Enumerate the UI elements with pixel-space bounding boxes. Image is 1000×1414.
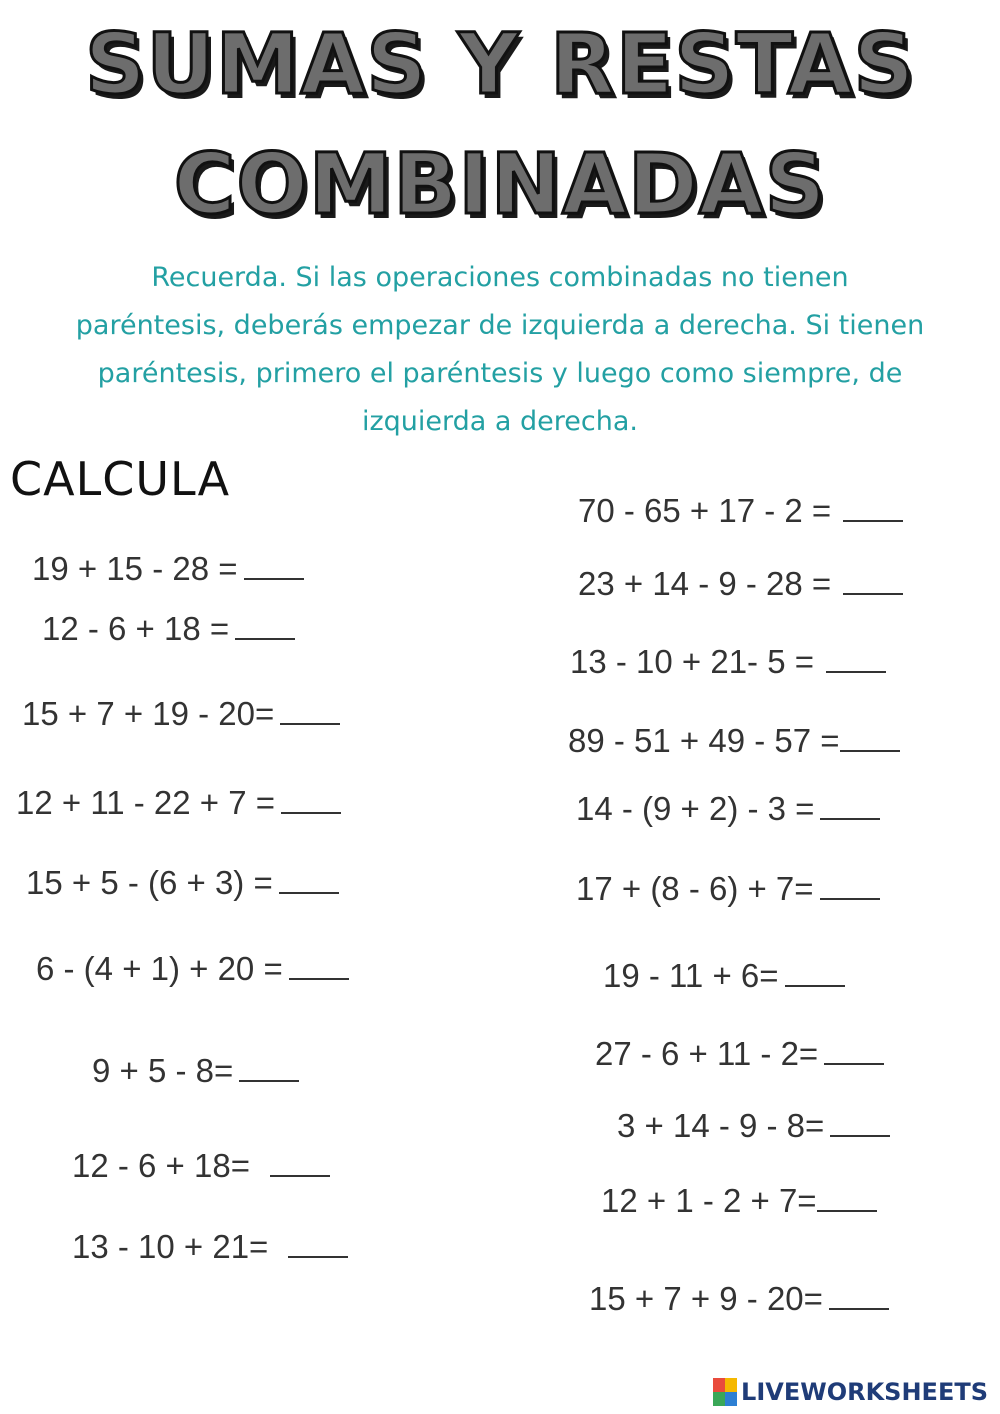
exercise-left-3 bbox=[22, 693, 340, 733]
exercise-left-6 bbox=[36, 948, 349, 988]
exercise-right-11 bbox=[589, 1278, 889, 1318]
exercise-text: 3 + 14 - 9 - 8= bbox=[617, 1107, 825, 1144]
answer-blank[interactable] bbox=[288, 1226, 348, 1258]
answer-blank[interactable] bbox=[270, 1145, 330, 1177]
exercise-text: 15 + 5 - (6 + 3) = bbox=[26, 864, 273, 901]
exercise-text: 19 + 15 - 28 = bbox=[32, 550, 238, 587]
worksheet-title-line-2: COMBINADAS bbox=[173, 135, 827, 233]
exercise-text: 12 + 1 - 2 + 7= bbox=[601, 1182, 817, 1219]
exercise-right-2 bbox=[578, 563, 903, 603]
liveworksheets-logo-icon bbox=[713, 1378, 737, 1406]
exercise-right-10 bbox=[601, 1180, 877, 1220]
exercise-right-1 bbox=[578, 490, 903, 530]
exercise-right-6 bbox=[576, 868, 880, 908]
exercise-left-7 bbox=[92, 1050, 299, 1090]
answer-blank[interactable] bbox=[244, 548, 304, 580]
exercise-text: 12 + 11 - 22 + 7 = bbox=[16, 784, 276, 821]
logo-square-yellow bbox=[725, 1378, 737, 1392]
answer-blank[interactable] bbox=[826, 641, 886, 673]
exercise-left-2 bbox=[42, 608, 295, 648]
answer-blank[interactable] bbox=[235, 608, 295, 640]
answer-blank[interactable] bbox=[280, 693, 340, 725]
liveworksheets-footer[interactable] bbox=[713, 1378, 988, 1406]
exercise-text: 14 - (9 + 2) - 3 = bbox=[576, 790, 815, 827]
exercise-text: 13 - 10 + 21= bbox=[72, 1228, 269, 1265]
exercise-text: 13 - 10 + 21- 5 = bbox=[570, 643, 815, 680]
exercise-text: 17 + (8 - 6) + 7= bbox=[576, 870, 814, 907]
exercise-text: 23 + 14 - 9 - 28 = bbox=[578, 565, 832, 602]
exercise-left-1 bbox=[32, 548, 304, 588]
exercise-left-5 bbox=[26, 862, 339, 902]
logo-square-red bbox=[713, 1378, 725, 1392]
answer-blank[interactable] bbox=[830, 1105, 890, 1137]
exercise-text: 70 - 65 + 17 - 2 = bbox=[578, 492, 832, 529]
answer-blank[interactable] bbox=[785, 955, 845, 987]
worksheet-title-line-1: SUMAS Y RESTAS bbox=[85, 15, 915, 113]
instructions-line: paréntesis, primero el paréntesis y luego como siempre, de bbox=[97, 358, 903, 389]
section-label-calcula: CALCULA bbox=[10, 452, 231, 506]
exercise-right-4 bbox=[568, 720, 900, 760]
exercise-right-8 bbox=[595, 1033, 884, 1073]
exercise-text: 19 - 11 + 6= bbox=[603, 957, 779, 994]
logo-square-green bbox=[713, 1392, 725, 1406]
answer-blank[interactable] bbox=[820, 788, 880, 820]
answer-blank[interactable] bbox=[840, 720, 900, 752]
exercise-text: 12 - 6 + 18= bbox=[72, 1147, 250, 1184]
exercise-text: 89 - 51 + 49 - 57 = bbox=[568, 722, 840, 759]
answer-blank[interactable] bbox=[239, 1050, 299, 1082]
instructions-line: izquierda a derecha. bbox=[361, 406, 638, 437]
instructions-line: Recuerda. Si las operaciones combinadas no tienen bbox=[151, 262, 849, 293]
answer-blank[interactable] bbox=[281, 782, 341, 814]
answer-blank[interactable] bbox=[843, 490, 903, 522]
liveworksheets-brand-text: LIVEWORKSHEETS bbox=[741, 1378, 988, 1406]
exercise-right-7 bbox=[603, 955, 845, 995]
exercise-text: 15 + 7 + 19 - 20= bbox=[22, 695, 275, 732]
exercise-left-9 bbox=[72, 1226, 348, 1266]
answer-blank[interactable] bbox=[824, 1033, 884, 1065]
answer-blank[interactable] bbox=[279, 862, 339, 894]
exercise-right-9 bbox=[617, 1105, 890, 1145]
exercise-text: 27 - 6 + 11 - 2= bbox=[595, 1035, 819, 1072]
exercise-left-4 bbox=[16, 782, 341, 822]
exercise-right-3 bbox=[570, 641, 886, 681]
exercise-text: 15 + 7 + 9 - 20= bbox=[589, 1280, 823, 1317]
answer-blank[interactable] bbox=[289, 948, 349, 980]
answer-blank[interactable] bbox=[843, 563, 903, 595]
exercise-left-8 bbox=[72, 1145, 330, 1185]
exercise-right-5 bbox=[576, 788, 880, 828]
answer-blank[interactable] bbox=[820, 868, 880, 900]
exercise-text: 9 + 5 - 8= bbox=[92, 1052, 234, 1089]
exercise-text: 12 - 6 + 18 = bbox=[42, 610, 230, 647]
answer-blank[interactable] bbox=[817, 1180, 877, 1212]
exercise-text: 6 - (4 + 1) + 20 = bbox=[36, 950, 283, 987]
logo-square-blue bbox=[725, 1392, 737, 1406]
answer-blank[interactable] bbox=[829, 1278, 889, 1310]
instructions-line: paréntesis, deberás empezar de izquierda a derecha. Si tienen bbox=[75, 310, 925, 341]
instructions-text bbox=[0, 254, 1000, 446]
